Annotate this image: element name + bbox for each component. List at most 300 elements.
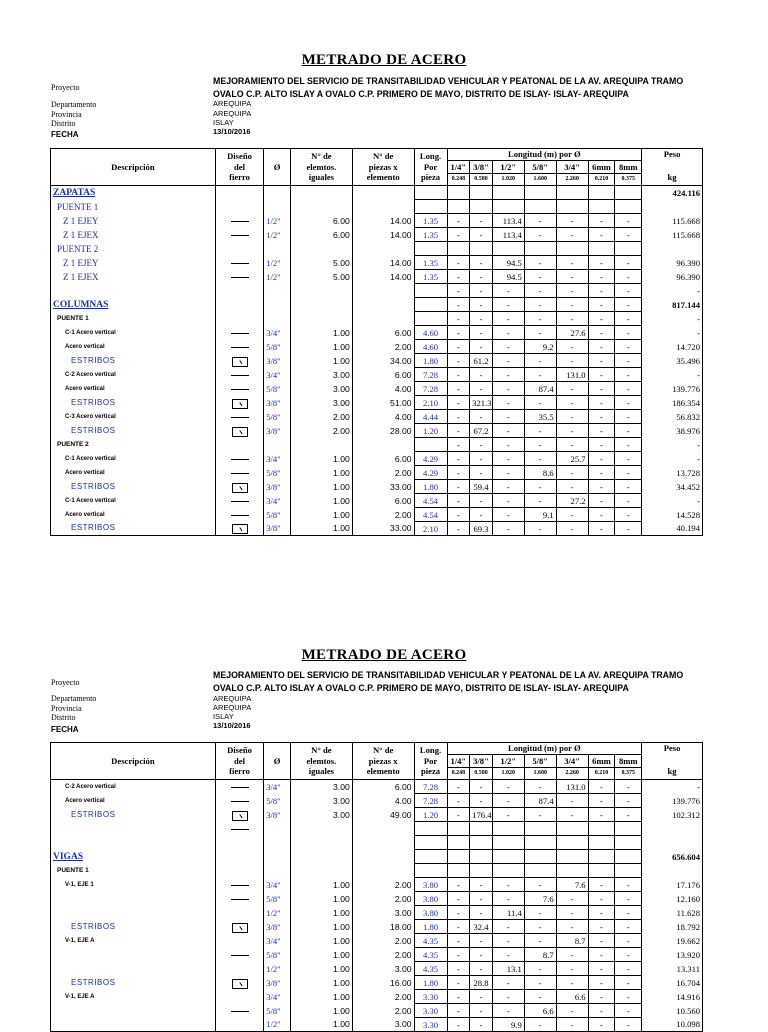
long-cell: 4.35 (414, 962, 447, 976)
description-cell (51, 1004, 216, 1018)
sheet2-title: METRADO DE ACERO (301, 647, 467, 663)
diameter-length-cell: - (615, 794, 642, 808)
project-line-2: OVALO C.P. ALTO ISLAY A OVALO C.P. PRIMERO DE MAYO, DISTRITO DE ISLAY- ISLAY- AREQUIPA (213, 682, 629, 693)
header-elementos-line: elemtos. (306, 755, 337, 766)
diameter-length-cell: 6.6 (556, 990, 588, 1004)
long-cell: 4.29 (414, 452, 447, 466)
piezas-cell (352, 200, 414, 214)
diameter-length-cell (492, 200, 524, 214)
header-row (51, 743, 703, 755)
diameter-length-cell (524, 850, 556, 864)
description-cell (51, 906, 216, 920)
elementos-cell (290, 822, 352, 836)
piezas-cell: 2.00 (352, 1004, 414, 1018)
diameter-length-cell: - (615, 410, 642, 424)
diameter-length-cell: - (447, 382, 470, 396)
diameter-length-cell: - (556, 396, 588, 410)
diameter-length-cell: - (447, 284, 470, 298)
elementos-cell (290, 186, 352, 200)
header-longitud-group: Longitud (m) por Ø (447, 743, 642, 755)
diameter-length-cell: - (470, 228, 493, 242)
diameter-length-cell (470, 836, 493, 850)
description-cell: Acero vertical (51, 382, 216, 396)
diameter-length-cell: - (524, 326, 556, 340)
header-piezas-line: elemento (366, 172, 400, 183)
diameter-length-cell: 59.4 (470, 480, 493, 494)
peso-cell: 13.920 (642, 948, 703, 962)
diameter-length-cell: - (524, 934, 556, 948)
long-cell: 3.80 (414, 878, 447, 892)
diameter-length-cell (470, 850, 493, 864)
diseno-cell (215, 354, 263, 368)
diameter-length-cell: - (470, 780, 493, 794)
table-row (51, 948, 703, 962)
long-cell: 1.35 (414, 214, 447, 228)
departamento-value: AREQUIPA (213, 694, 252, 703)
diameter-length-cell: 35.5 (524, 410, 556, 424)
diameter-length-cell: - (524, 480, 556, 494)
diameter-length-cell: 25.7 (556, 452, 588, 466)
piezas-cell: 2.00 (352, 892, 414, 906)
table-row (51, 200, 703, 214)
phi-cell: 5/8" (264, 794, 291, 808)
header-elementos (290, 743, 352, 780)
phi-cell: 5/8" (264, 508, 291, 522)
long-cell: 4.60 (414, 340, 447, 354)
diameter-length-cell: - (615, 326, 642, 340)
long-cell: 3.30 (414, 1004, 447, 1018)
peso-cell: 16.704 (642, 976, 703, 990)
diameter-length-cell: - (588, 508, 615, 522)
diseno-cell (215, 808, 263, 822)
table-row (51, 410, 703, 424)
long-cell (414, 242, 447, 256)
description-cell: VIGAS (51, 850, 216, 864)
header-elementos (290, 149, 352, 186)
description-cell: PUENTE 2 (51, 438, 216, 452)
peso-cell: 96.390 (642, 256, 703, 270)
peso-cell: - (642, 368, 703, 382)
table-row (51, 780, 703, 794)
straight-bar-icon (231, 899, 249, 900)
diameter-length-cell: - (556, 424, 588, 438)
elementos-cell: 1.00 (290, 906, 352, 920)
phi-cell: 3/4" (264, 878, 291, 892)
diameter-length-cell: - (470, 934, 493, 948)
diameter-length-cell: - (492, 794, 524, 808)
diameter-length-cell: - (447, 878, 470, 892)
diameter-length-cell: 113.4 (492, 214, 524, 228)
diameter-length-cell: 13.1 (492, 962, 524, 976)
diameter-length-cell: - (470, 298, 493, 312)
diameter-length-cell: - (588, 906, 615, 920)
diameter-length-cell: 176.4 (470, 808, 493, 822)
description-cell: PUENTE 2 (51, 242, 216, 256)
straight-bar-icon (231, 235, 249, 236)
diameter-length-cell: - (447, 368, 470, 382)
elementos-cell: 1.00 (290, 354, 352, 368)
straight-bar-icon (231, 263, 249, 264)
header-diameter: 3/4" (556, 755, 588, 767)
phi-cell: 3/8" (264, 808, 291, 822)
diseno-cell (215, 368, 263, 382)
long-cell: 4.54 (414, 494, 447, 508)
description-cell (51, 284, 216, 298)
description-cell (51, 1018, 216, 1032)
long-cell (414, 438, 447, 452)
table-row (51, 864, 703, 878)
table-body (51, 186, 703, 536)
description-cell: Z 1 EJEY (51, 214, 216, 228)
diameter-length-cell: - (524, 452, 556, 466)
long-cell: 1.80 (414, 976, 447, 990)
table-row (51, 962, 703, 976)
diameter-length-cell: - (470, 990, 493, 1004)
diameter-length-cell: - (588, 410, 615, 424)
elementos-cell (290, 284, 352, 298)
diameter-length-cell: - (615, 270, 642, 284)
diseno-cell (215, 466, 263, 480)
diameter-length-cell: - (492, 354, 524, 368)
diameter-length-cell: - (470, 962, 493, 976)
description-cell: ESTRIBOS (51, 920, 216, 934)
long-cell (414, 200, 447, 214)
piezas-cell (352, 186, 414, 200)
elementos-cell: 1.00 (290, 466, 352, 480)
phi-cell: 3/4" (264, 494, 291, 508)
peso-cell: 14.916 (642, 990, 703, 1004)
header-peso (642, 149, 703, 186)
peso-cell: 115.668 (642, 228, 703, 242)
piezas-cell: 33.00 (352, 522, 414, 536)
piezas-cell: 16.00 (352, 976, 414, 990)
header-unit-weight: 0.375 (615, 767, 642, 779)
diameter-length-cell (524, 200, 556, 214)
phi-cell (264, 298, 291, 312)
elementos-cell: 1.00 (290, 480, 352, 494)
provincia-label: Provincia (51, 704, 82, 713)
diameter-length-cell: - (524, 976, 556, 990)
phi-cell: 1/2" (264, 1018, 291, 1032)
description-cell: PUENTE 1 (51, 864, 216, 878)
diameter-length-cell: - (470, 948, 493, 962)
straight-bar-icon (231, 955, 249, 956)
table-row (51, 1018, 703, 1032)
phi-cell: 1/2" (264, 214, 291, 228)
description-cell: ESTRIBOS (51, 354, 216, 368)
diameter-length-cell: - (556, 948, 588, 962)
diameter-length-cell: - (556, 340, 588, 354)
diameter-length-cell: - (615, 214, 642, 228)
diameter-length-cell: - (588, 284, 615, 298)
diameter-length-cell: - (615, 948, 642, 962)
elementos-cell (290, 298, 352, 312)
diameter-length-cell: - (588, 948, 615, 962)
diameter-length-cell: - (615, 990, 642, 1004)
straight-bar-icon (231, 389, 249, 390)
peso-cell: 424.116 (642, 186, 703, 200)
header-diseno-line: fierro (229, 766, 250, 777)
table-row (51, 242, 703, 256)
diseno-cell (215, 976, 263, 990)
header-long-line: pieza (420, 172, 441, 183)
header-elementos-line: N° de (311, 745, 332, 756)
header-long-line: Long. (419, 151, 442, 162)
elementos-cell (290, 864, 352, 878)
peso-cell: 817.144 (642, 298, 703, 312)
diameter-length-cell: 61.2 (470, 354, 493, 368)
diameter-length-cell: 6.6 (524, 1004, 556, 1018)
description-cell: Acero vertical (51, 340, 216, 354)
piezas-cell: 14.00 (352, 256, 414, 270)
diameter-length-cell: 7.6 (524, 892, 556, 906)
piezas-cell: 49.00 (352, 808, 414, 822)
header-diameter: 1/4" (447, 161, 470, 173)
piezas-cell: 3.00 (352, 962, 414, 976)
diameter-length-cell: - (615, 256, 642, 270)
header-diameter: 1/2" (492, 755, 524, 767)
piezas-cell: 4.00 (352, 794, 414, 808)
long-cell (414, 864, 447, 878)
description-cell: Z 1 EJEX (51, 228, 216, 242)
table-row (51, 382, 703, 396)
straight-bar-icon (231, 515, 249, 516)
fecha-label: FECHA (51, 130, 79, 139)
elementos-cell: 3.00 (290, 794, 352, 808)
diameter-length-cell: - (588, 480, 615, 494)
departamento-label: Departamento (51, 694, 97, 703)
diameter-length-cell (556, 186, 588, 200)
diameter-length-cell: - (588, 396, 615, 410)
diameter-length-cell: - (524, 354, 556, 368)
diameter-length-cell (470, 200, 493, 214)
diameter-length-cell: - (615, 976, 642, 990)
diameter-length-cell: - (556, 976, 588, 990)
departamento-label: Departamento (51, 100, 97, 109)
diameter-length-cell: - (447, 298, 470, 312)
phi-cell: 1/2" (264, 270, 291, 284)
proyecto-label: Proyecto (51, 678, 80, 687)
diameter-length-cell: - (470, 878, 493, 892)
diameter-length-cell (492, 822, 524, 836)
piezas-cell: 4.00 (352, 410, 414, 424)
header-diameter: 8mm (615, 755, 642, 767)
diameter-length-cell: - (588, 920, 615, 934)
diameter-length-cell: - (556, 892, 588, 906)
diameter-length-cell: - (615, 892, 642, 906)
diameter-length-cell: 9.2 (524, 340, 556, 354)
long-cell (414, 822, 447, 836)
header-diameter: 1/4" (447, 755, 470, 767)
phi-cell: 3/4" (264, 368, 291, 382)
peso-cell: 35.496 (642, 354, 703, 368)
diseno-cell (215, 948, 263, 962)
piezas-cell: 14.00 (352, 228, 414, 242)
diameter-length-cell: - (615, 494, 642, 508)
diameter-length-cell: - (492, 452, 524, 466)
diameter-length-cell: - (447, 326, 470, 340)
peso-cell: 14.528 (642, 508, 703, 522)
header-diseno-line: del (234, 161, 245, 172)
long-cell: 4.35 (414, 948, 447, 962)
diameter-length-cell: - (470, 214, 493, 228)
diameter-length-cell: - (447, 808, 470, 822)
diameter-length-cell: - (556, 256, 588, 270)
diseno-cell (215, 780, 263, 794)
diameter-length-cell: - (615, 808, 642, 822)
description-cell: C-2 Acero vertical (51, 780, 216, 794)
header-unit-weight: 0.210 (588, 173, 615, 185)
diameter-length-cell: 8.7 (556, 934, 588, 948)
description-cell: PUENTE 1 (51, 200, 216, 214)
elementos-cell: 1.00 (290, 892, 352, 906)
diameter-length-cell: - (492, 382, 524, 396)
table-row (51, 452, 703, 466)
diameter-length-cell: - (492, 990, 524, 1004)
diameter-length-cell (470, 242, 493, 256)
straight-bar-icon (231, 473, 249, 474)
fecha-value: 13/10/2016 (213, 127, 251, 136)
diameter-length-cell: 94.5 (492, 270, 524, 284)
peso-cell: 10.560 (642, 1004, 703, 1018)
diameter-length-cell (524, 864, 556, 878)
elementos-cell: 1.00 (290, 962, 352, 976)
diameter-length-cell (588, 836, 615, 850)
diameter-length-cell: - (447, 340, 470, 354)
peso-cell: 34.452 (642, 480, 703, 494)
diameter-length-cell (447, 864, 470, 878)
diameter-length-cell: - (447, 1018, 470, 1032)
diameter-length-cell: - (470, 340, 493, 354)
piezas-cell (352, 242, 414, 256)
straight-bar-icon (231, 333, 249, 334)
diameter-length-cell: - (615, 368, 642, 382)
diameter-length-cell: - (524, 438, 556, 452)
diameter-length-cell: - (524, 878, 556, 892)
peso-cell: - (642, 284, 703, 298)
diseno-cell (215, 424, 263, 438)
diameter-length-cell: - (556, 312, 588, 326)
diameter-length-cell: - (588, 780, 615, 794)
header-long (414, 743, 447, 780)
diameter-length-cell: - (615, 452, 642, 466)
header-unit-weight: 2.260 (556, 173, 588, 185)
phi-cell: 3/4" (264, 326, 291, 340)
long-cell: 1.80 (414, 354, 447, 368)
stirrup-icon (232, 483, 248, 493)
diameter-length-cell: - (524, 298, 556, 312)
diameter-length-cell: - (556, 508, 588, 522)
long-cell: 1.35 (414, 270, 447, 284)
straight-bar-icon (231, 829, 249, 830)
description-cell: V-1, EJE A (51, 990, 216, 1004)
table-row (51, 214, 703, 228)
piezas-cell: 14.00 (352, 214, 414, 228)
long-cell: 1.35 (414, 256, 447, 270)
header-unit-weight: 0.248 (447, 767, 470, 779)
long-cell: 7.28 (414, 780, 447, 794)
diameter-length-cell (524, 242, 556, 256)
table-row (51, 480, 703, 494)
diseno-cell (215, 256, 263, 270)
diameter-length-cell: 131.0 (556, 368, 588, 382)
diameter-length-cell: - (470, 270, 493, 284)
header-long-line: Por (423, 161, 438, 172)
diameter-length-cell: - (615, 920, 642, 934)
diameter-length-cell: - (470, 438, 493, 452)
header-peso-unit: kg (667, 765, 677, 776)
diseno-cell (215, 438, 263, 452)
diameter-length-cell: - (615, 284, 642, 298)
diameter-length-cell: - (492, 522, 524, 536)
elementos-cell: 1.00 (290, 494, 352, 508)
long-cell: 1.80 (414, 920, 447, 934)
long-cell (414, 186, 447, 200)
peso-cell: 19.662 (642, 934, 703, 948)
diameter-length-cell: - (524, 284, 556, 298)
header-phi: Ø (264, 149, 291, 186)
piezas-cell (352, 284, 414, 298)
header-unit-weight: 0.580 (470, 767, 493, 779)
diseno-cell (215, 522, 263, 536)
long-cell: 2.10 (414, 396, 447, 410)
diameter-length-cell: 87.4 (524, 794, 556, 808)
diameter-length-cell: - (556, 438, 588, 452)
diameter-length-cell: - (447, 962, 470, 976)
diameter-length-cell: - (447, 396, 470, 410)
description-cell (51, 892, 216, 906)
header-diameter: 1/2" (492, 161, 524, 173)
diameter-length-cell: - (556, 1018, 588, 1032)
piezas-cell: 3.00 (352, 1018, 414, 1032)
diameter-length-cell: - (447, 424, 470, 438)
diameter-length-cell: - (470, 466, 493, 480)
diameter-length-cell: - (556, 808, 588, 822)
phi-cell (264, 312, 291, 326)
diameter-length-cell (615, 186, 642, 200)
peso-cell: 10.098 (642, 1018, 703, 1032)
description-cell: COLUMNAS (51, 298, 216, 312)
elementos-cell: 5.00 (290, 270, 352, 284)
diameter-length-cell: 69.3 (470, 522, 493, 536)
peso-cell: 17.176 (642, 878, 703, 892)
table-row (51, 396, 703, 410)
header-unit-weight: 0.580 (470, 173, 493, 185)
diseno-cell (215, 1004, 263, 1018)
diameter-length-cell: - (588, 256, 615, 270)
diameter-length-cell (447, 242, 470, 256)
phi-cell: 3/8" (264, 480, 291, 494)
piezas-cell: 2.00 (352, 934, 414, 948)
diameter-length-cell: - (492, 326, 524, 340)
header-diameter: 3/8" (470, 755, 493, 767)
diameter-length-cell (556, 836, 588, 850)
header-piezas-line: piezas x (368, 161, 398, 172)
diameter-length-cell: - (492, 410, 524, 424)
header-piezas (352, 149, 414, 186)
piezas-cell: 6.00 (352, 494, 414, 508)
diseno-cell (215, 864, 263, 878)
diameter-length-cell: 321.3 (470, 396, 493, 410)
diameter-length-cell: - (588, 976, 615, 990)
description-cell: Z 1 EJEY (51, 256, 216, 270)
diameter-length-cell: - (447, 312, 470, 326)
table-row (51, 878, 703, 892)
diameter-length-cell: 27.2 (556, 494, 588, 508)
straight-bar-icon (231, 277, 249, 278)
diameter-length-cell: - (588, 368, 615, 382)
proyecto-label: Proyecto (51, 83, 80, 92)
